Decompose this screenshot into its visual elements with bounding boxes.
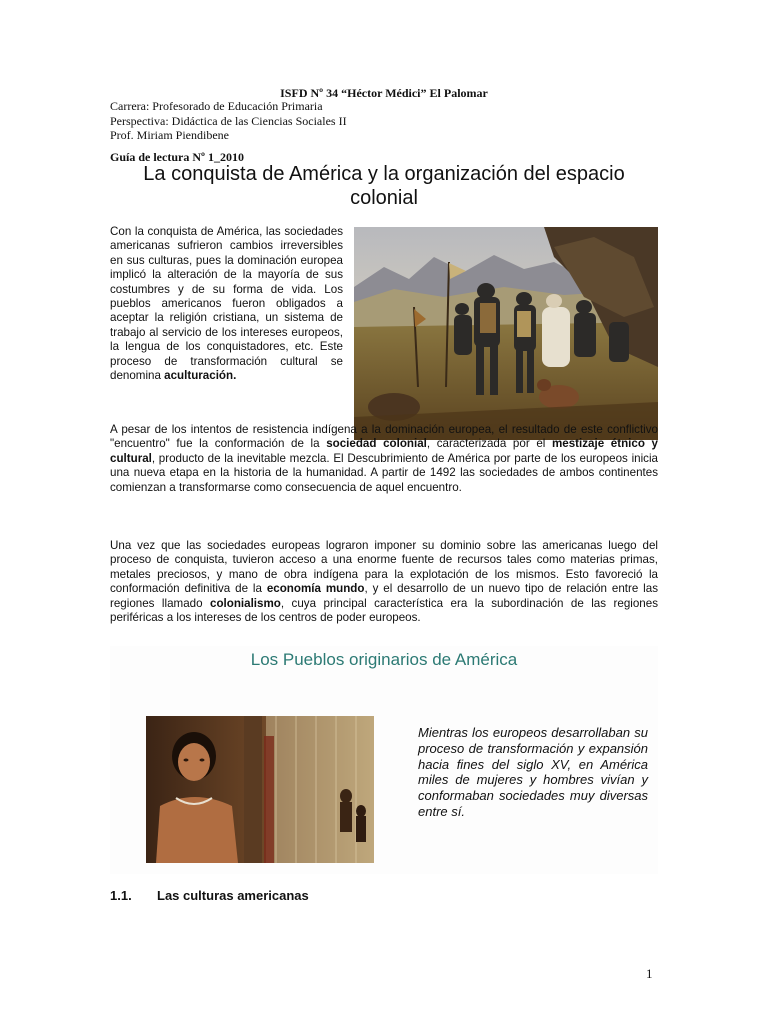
page-number: 1 [646,966,653,981]
conquest-painting [354,227,658,440]
professor-line: Prof. Miriam Piendibene [110,128,229,142]
guide-label: Guía de lectura Nº 1_2010 [110,150,244,164]
paragraph-text: Con la conquista de América, las sociedades americanas sufrieron cambios irreversibles en sus culturas, pues la dominación europea implicó la alteración de la mayoría de sus costumbres y de su forma de vida. Los pueblos americanos fueron obligados a aceptar la religión cristiana, un sistema de trabajo al servicio de los intereses europeos, la lengua de los conquistadores, etc. Este proceso de transformación cultural se denomina [110,225,343,383]
course-info [110,99,658,143]
conquest-painting-illustration [354,227,658,440]
paragraph-acculturation [110,225,343,383]
institution-header: ISFD Nº 34 “Héctor Médici” El Palomar [280,86,488,100]
section-heading [110,888,309,903]
term-mestizaje: mestizaje étnico y cultural [110,437,659,465]
paragraph-text: , cuya principal característica era la subordinación de las regiones periféricas a los intereses de los centros de poder europeos. [110,596,658,625]
career-line: Carrera: Profesorado de Educación Primaria [110,99,323,113]
paragraph-text: A pesar de los intentos de resistencia indígena a la dominación europea, el resultado de este conflictivo "encuentro" fue la conformación de la [110,423,658,451]
document-title: La conquista de América y la organización del espacio colonial [143,163,625,209]
section-title: Las culturas americanas [157,888,309,903]
perspective-line: Perspectiva: Didáctica de las Ciencias Sociales II [110,113,347,128]
term-economia-mundo: economía mundo [266,582,365,596]
paragraph-text: Una vez que las sociedades europeas lograron imponer su dominio sobre las americanas luego del proceso de conquista, tuvieron acceso a una enorme fuente de recursos tales como materias primas, metales preciosos, y mano de obra indígena para la explotación de los mismos. Esto favoreció la conformación definitiva de la [110,539,658,596]
paragraph-text: , producto de la inevitable mezcla. El Descubrimiento de América por parte de los europeos inicia una nueva etapa en la historia de la humanidad. A partir de 1492 las sociedades de ambos continentes comienzan a transformarse como consecuencia de aquel encuentro. [110,451,658,494]
native-peoples-text: Mientras los europeos desarrollaban su proceso de transformación y expansión hacia fines del siglo XV, en América miles de mujeres y hombres vivían y conformaban sociedades muy diversas entre sí. [418,725,648,819]
paragraph-text: , y el desarrollo de un nuevo tipo de relación entre las regiones llamado [110,582,658,610]
native-child-photo-illustration [146,716,374,863]
paragraph-colonialism [110,539,658,625]
native-peoples-title: Los Pueblos originarios de América [250,650,518,669]
term-colonialismo: colonialismo [210,596,281,610]
section-number: 1.1. [110,888,132,903]
paragraph-text: , caracterizada por el [426,437,552,451]
paragraph-colonial-society [110,423,658,495]
native-child-photo [146,716,374,863]
term-aculturacion: aculturación. [164,369,237,383]
term-sociedad-colonial: sociedad colonial [326,437,427,451]
